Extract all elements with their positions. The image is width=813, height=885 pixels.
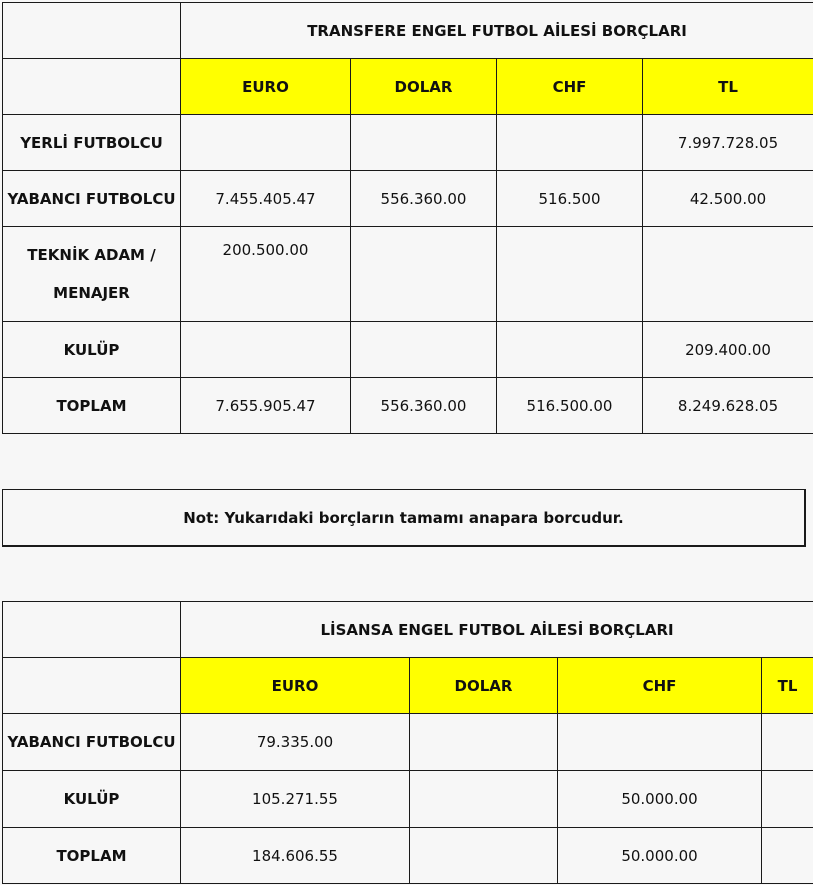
cell-euro <box>181 322 351 378</box>
license-debts-table <box>2 601 813 884</box>
cell-dolar <box>351 115 497 171</box>
cell-euro <box>181 115 351 171</box>
col-header-euro: EURO <box>181 59 351 115</box>
cell-euro: 7.455.405.47 <box>181 171 351 227</box>
row-label: KULÜP <box>3 322 181 378</box>
col-header-tl: TL <box>762 658 813 714</box>
table-row-total <box>3 378 813 434</box>
cell-chf: 516.500 <box>497 171 643 227</box>
table-row <box>3 322 813 378</box>
cell-dolar: 556.360.00 <box>351 378 497 434</box>
cell-dolar <box>410 714 558 771</box>
table-row <box>3 771 813 828</box>
cell-tl: 42.500.00 <box>643 171 813 227</box>
col-header-tl: TL <box>643 59 813 115</box>
cell-dolar: 556.360.00 <box>351 171 497 227</box>
cell-euro: 79.335.00 <box>181 714 410 771</box>
cell-euro: 105.271.55 <box>181 771 410 828</box>
col-header-chf: CHF <box>497 59 643 115</box>
col-header-dolar: DOLAR <box>410 658 558 714</box>
col-header-chf: CHF <box>558 658 762 714</box>
cell-chf: 50.000.00 <box>558 828 762 884</box>
table-row <box>3 227 813 322</box>
cell-dolar <box>410 771 558 828</box>
cell-chf: 516.500.00 <box>497 378 643 434</box>
row-label: YERLİ FUTBOLCU <box>3 115 181 171</box>
corner-cell <box>3 3 181 59</box>
col-header-dolar: DOLAR <box>351 59 497 115</box>
cell-dolar <box>351 227 497 322</box>
note-box: Not: Yukarıdaki borçların tamamı anapara borcudur. <box>2 489 806 547</box>
row-label <box>3 227 181 322</box>
row-label: TOPLAM <box>3 378 181 434</box>
cell-chf: 50.000.00 <box>558 771 762 828</box>
header-corner-cell <box>3 59 181 115</box>
cell-tl <box>762 714 813 771</box>
header-corner-cell <box>3 658 181 714</box>
cell-euro: 200.500.00 <box>181 227 351 322</box>
cell-tl <box>762 771 813 828</box>
cell-chf <box>497 115 643 171</box>
cell-chf <box>558 714 762 771</box>
table-title: LİSANSA ENGEL FUTBOL AİLESİ BORÇLARI <box>181 602 813 658</box>
cell-euro: 184.606.55 <box>181 828 410 884</box>
row-label: YABANCI FUTBOLCU <box>3 171 181 227</box>
table-row <box>3 714 813 771</box>
cell-chf <box>497 227 643 322</box>
table-title: TRANSFERE ENGEL FUTBOL AİLESİ BORÇLARI <box>181 3 813 59</box>
cell-tl: 7.997.728.05 <box>643 115 813 171</box>
row-label-line1: TEKNİK ADAM / <box>27 246 156 264</box>
row-label-line2: MENAJER <box>53 284 130 302</box>
table-row-total <box>3 828 813 884</box>
table-row <box>3 115 813 171</box>
cell-tl: 209.400.00 <box>643 322 813 378</box>
cell-chf <box>497 322 643 378</box>
cell-tl <box>762 828 813 884</box>
row-label: KULÜP <box>3 771 181 828</box>
cell-tl <box>643 227 813 322</box>
transfer-debts-table <box>2 2 813 434</box>
cell-dolar <box>351 322 497 378</box>
table-row <box>3 171 813 227</box>
cell-tl: 8.249.628.05 <box>643 378 813 434</box>
row-label: YABANCI FUTBOLCU <box>3 714 181 771</box>
cell-euro: 7.655.905.47 <box>181 378 351 434</box>
cell-dolar <box>410 828 558 884</box>
row-label: TOPLAM <box>3 828 181 884</box>
corner-cell <box>3 602 181 658</box>
col-header-euro: EURO <box>181 658 410 714</box>
